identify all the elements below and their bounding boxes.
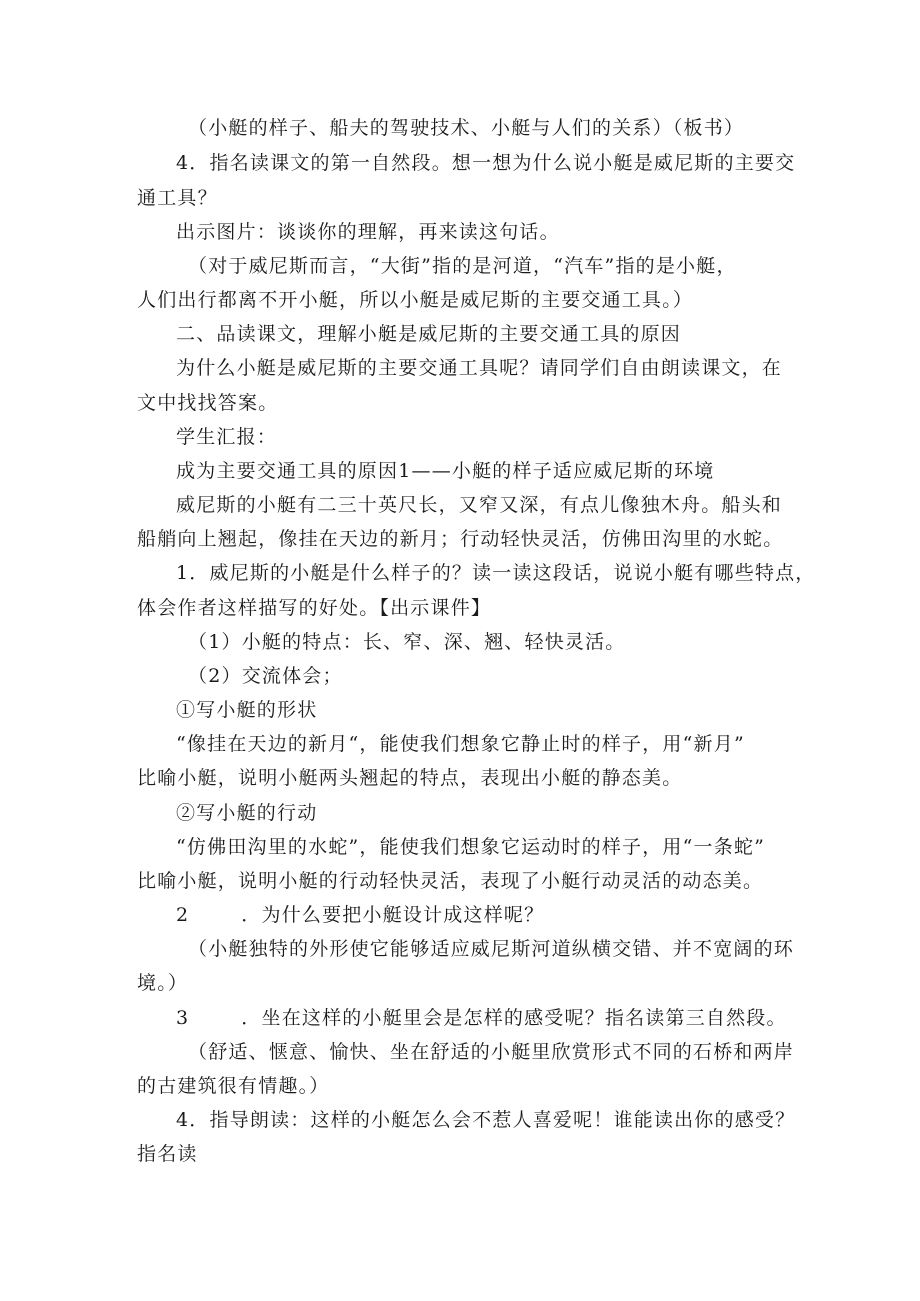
text-line: 4．指名读课文的第一自然段。想一想为什么说小艇是威尼斯的主要交 (176, 152, 796, 174)
item-number: 2 (176, 904, 190, 926)
text-line: 的古建筑很有情趣。） (137, 1075, 330, 1097)
text-line: ①写小艇的形状 (176, 699, 318, 721)
text-line: 指名读 (137, 1143, 198, 1165)
text-line: （2）交流体会； (188, 665, 343, 687)
text-line: 学生汇报： (176, 426, 278, 448)
numbered-item (176, 1005, 787, 1031)
text-line: 体会作者这样描写的好处。【出示课件】 (137, 597, 492, 619)
text-line: （小艇独特的外形使它能够适应威尼斯河道纵横交错、并不宽阔的环 (188, 938, 795, 960)
subheading: 成为主要交通工具的原因1——小艇的样子适应威尼斯的环境 (176, 460, 715, 482)
text-line: 文中找找答案。 (137, 392, 279, 414)
item-text: ．坐在这样的小艇里会是怎样的感受呢？指名读第三自然段。 (241, 1007, 787, 1029)
text-line: 通工具？ (137, 187, 218, 209)
text-line: 境。） (137, 972, 189, 994)
text-line: 比喻小艇，说明小艇的行动轻快灵活，表现了小艇行动灵活的动态美。 (137, 870, 764, 892)
item-text: ．为什么要把小艇设计成这样呢？ (241, 904, 545, 926)
text-line: 船艄向上翘起，像挂在天边的新月；行动轻快灵活，仿佛田沟里的水蛇。 (137, 528, 784, 550)
text-line: （小艇的样子、船夫的驾驶技术、小艇与人们的关系）（板书） (188, 117, 745, 139)
text-line: ②写小艇的行动 (176, 802, 318, 824)
text-line: （舒适、惬意、愉快、坐在舒适的小艇里欣赏形式不同的石桥和两岸 (188, 1041, 795, 1063)
text-line: （对于威尼斯而言，“大街”指的是河道，“汽车”指的是小艇， (188, 255, 737, 277)
text-line: 比喻小艇，说明小艇两头翘起的特点，表现出小艇的静态美。 (137, 767, 683, 789)
text-line: 为什么小艇是威尼斯的主要交通工具呢？请同学们自由朗读课文，在 (176, 357, 783, 379)
text-line: 1．威尼斯的小艇是什么样子的？读一读这段话，说说小艇有哪些特点， (176, 562, 816, 584)
section-heading: 二、品读课文，理解小艇是威尼斯的主要交通工具的原因 (176, 323, 682, 345)
text-line: “像挂在天边的新月“，能使我们想象它静止时的样子，用“新月” (176, 733, 745, 755)
text-line: 威尼斯的小艇有二三十英尺长，又窄又深，有点儿像独木舟。船头和 (176, 494, 783, 516)
text-line: 4．指导朗读：这样的小艇怎么会不惹人喜爱呢！谁能读出你的感受？ (176, 1109, 796, 1131)
text-line: “仿佛田沟里的水蛇”，能使我们想象它运动时的样子，用“一条蛇” (176, 836, 766, 858)
text-line: （1）小艇的特点：长、窄、深、翘、轻快灵活。 (188, 631, 626, 653)
text-line: 人们出行都离不开小艇，所以小艇是威尼斯的主要交通工具。） (137, 289, 694, 311)
text-line: 出示图片：谈谈你的理解，再来读这句话。 (176, 221, 560, 243)
item-number: 3 (176, 1007, 190, 1029)
numbered-item (176, 902, 544, 928)
